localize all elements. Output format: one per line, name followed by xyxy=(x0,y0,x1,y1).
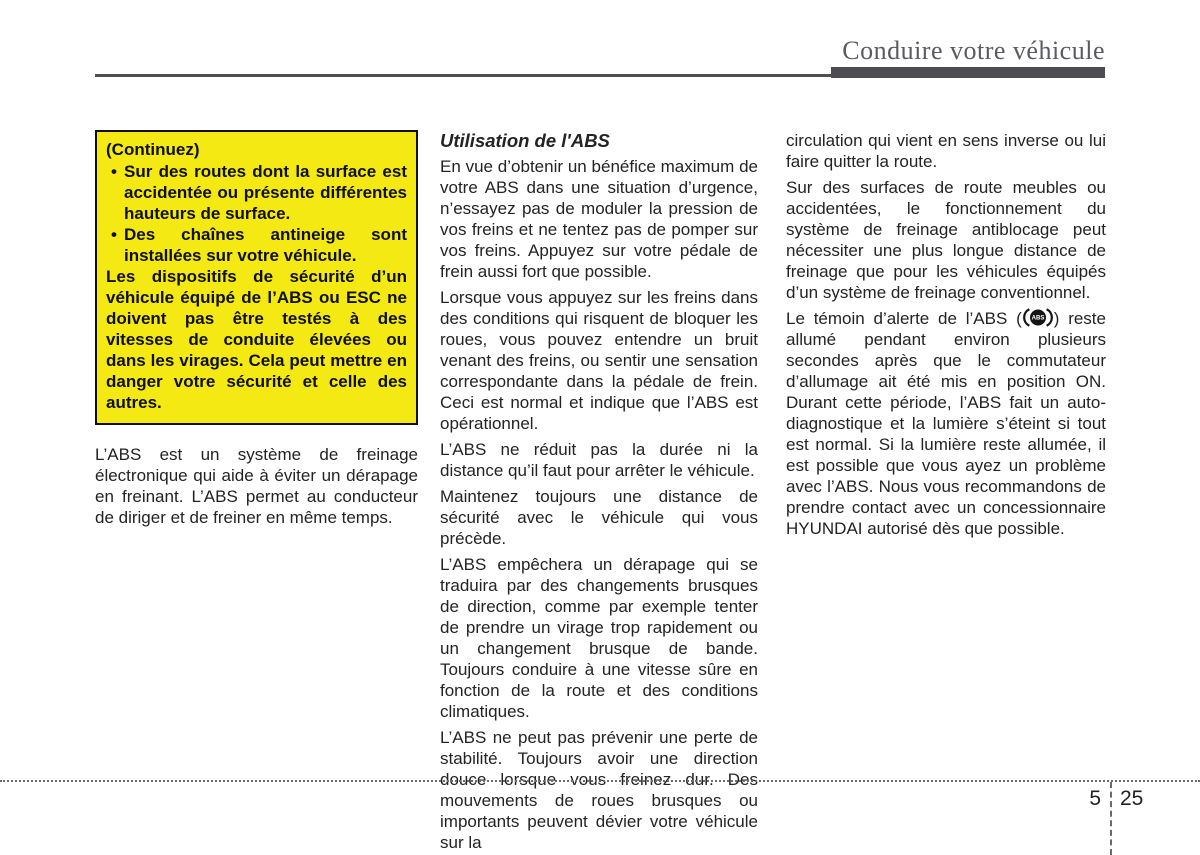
header-rule-thick xyxy=(831,67,1105,78)
right-column xyxy=(786,130,1106,544)
paragraph: Lorsque vous appuyez sur les freins dans des conditions qui risquent de bloquer les roues, vous pouvez entendre un bruit venant des freins, ou sentir une sensation correspondante dans la pédale de frein. Ceci est normal et indique que l’ABS est opérationnel. xyxy=(440,288,758,433)
warning-box-title: (Continuez) xyxy=(106,140,200,159)
page-header-title: Conduire votre véhicule xyxy=(842,36,1105,65)
page-number: 25 xyxy=(1120,787,1144,810)
abs-telltale-paragraph xyxy=(786,308,1106,539)
paragraph: En vue d’obtenir un bénéfice maximum de votre ABS dans une situation d’urgence, n’essayez pas de moduler la pression de vos freins et ne tentez pas de pomper sur vos freins. Appuyez sur votre pédale de frein aussi fort que possible. xyxy=(440,157,758,281)
warning-box xyxy=(95,130,418,425)
warning-box-note: Les dispositifs de sécurité d’un véhicule équipé de l’ABS ou ESC ne doivent pas être testés à des vitesses de conduite élevées ou dans les virages. Cela peut mettre en danger votre sécurité et celle des autres. xyxy=(106,267,407,412)
paragraph: L’ABS ne réduit pas la durée ni la distance qu’il faut pour arrêter le véhicule. xyxy=(440,440,758,480)
paragraph: L’ABS empêchera un dérapage qui se traduira par des changements brusques de direction, comme par exemple tenter de prendre un virage trop rapidement ou un changement brusque de bande. Toujours conduire à une vitesse sûre en fonction de la route et des conditions climatiques. xyxy=(440,555,758,721)
abs-warning-icon xyxy=(1023,308,1053,327)
footer-divider xyxy=(0,780,1200,782)
paragraph: Sur des surfaces de route meubles ou accidentées, le fonctionnement du système de freinage antiblocage peut nécessiter une plus longue distance de freinage que pour les véhicules équipés d’un système de freinage conventionnel. xyxy=(786,178,1106,302)
chapter-number: 5 xyxy=(1089,787,1101,810)
paragraph-text: ) reste allumé pendant environ plusieurs secondes après que le commutateur d’allumage ait été mis en position ON. Durant cette période, l’ABS fait un auto-diagnostique et la lumière s’éteint si tout est normal. Si la lumière reste allumée, il est possible que vous ayez un problème avec l’ABS. Nous vous recommandons de prendre contact avec un concessionnaire HYUNDAI autorisé dès que possible. xyxy=(786,309,1106,538)
middle-column xyxy=(440,130,758,855)
paragraph-text: Le témoin d’alerte de l’ABS ( xyxy=(786,309,1022,328)
section-heading: Utilisation de l'ABS xyxy=(440,130,610,151)
paragraph: circulation qui vient en sens inverse ou lui faire quitter la route. xyxy=(786,131,1106,171)
warning-bullet: • Sur des routes dont la surface est accidentée ou présente différentes hauteurs de surface. xyxy=(106,161,407,224)
warning-bullet: • Des chaînes antineige sont installées sur votre véhicule. xyxy=(106,224,407,266)
footer-page-separator xyxy=(1110,782,1112,855)
warning-bullet-list xyxy=(106,161,407,266)
paragraph: L’ABS ne peut pas prévenir une perte de stabilité. Toujours avoir une direction douce lorsque vous freinez dur. Des mouvements de roues brusques ou importants peuvent dévier votre véhicule sur la xyxy=(440,728,758,852)
left-column xyxy=(95,130,418,533)
header-rule-thin xyxy=(95,74,835,77)
paragraph: Maintenez toujours une distance de sécurité avec le véhicule qui vous précède. xyxy=(440,487,758,548)
abs-intro-paragraph: L’ABS est un système de freinage électronique qui aide à éviter un dérapage en freinant. L’ABS permet au conducteur de diriger et de freiner en même temps. xyxy=(95,445,418,527)
abs-warning-icon-label: ABS xyxy=(1031,315,1045,322)
